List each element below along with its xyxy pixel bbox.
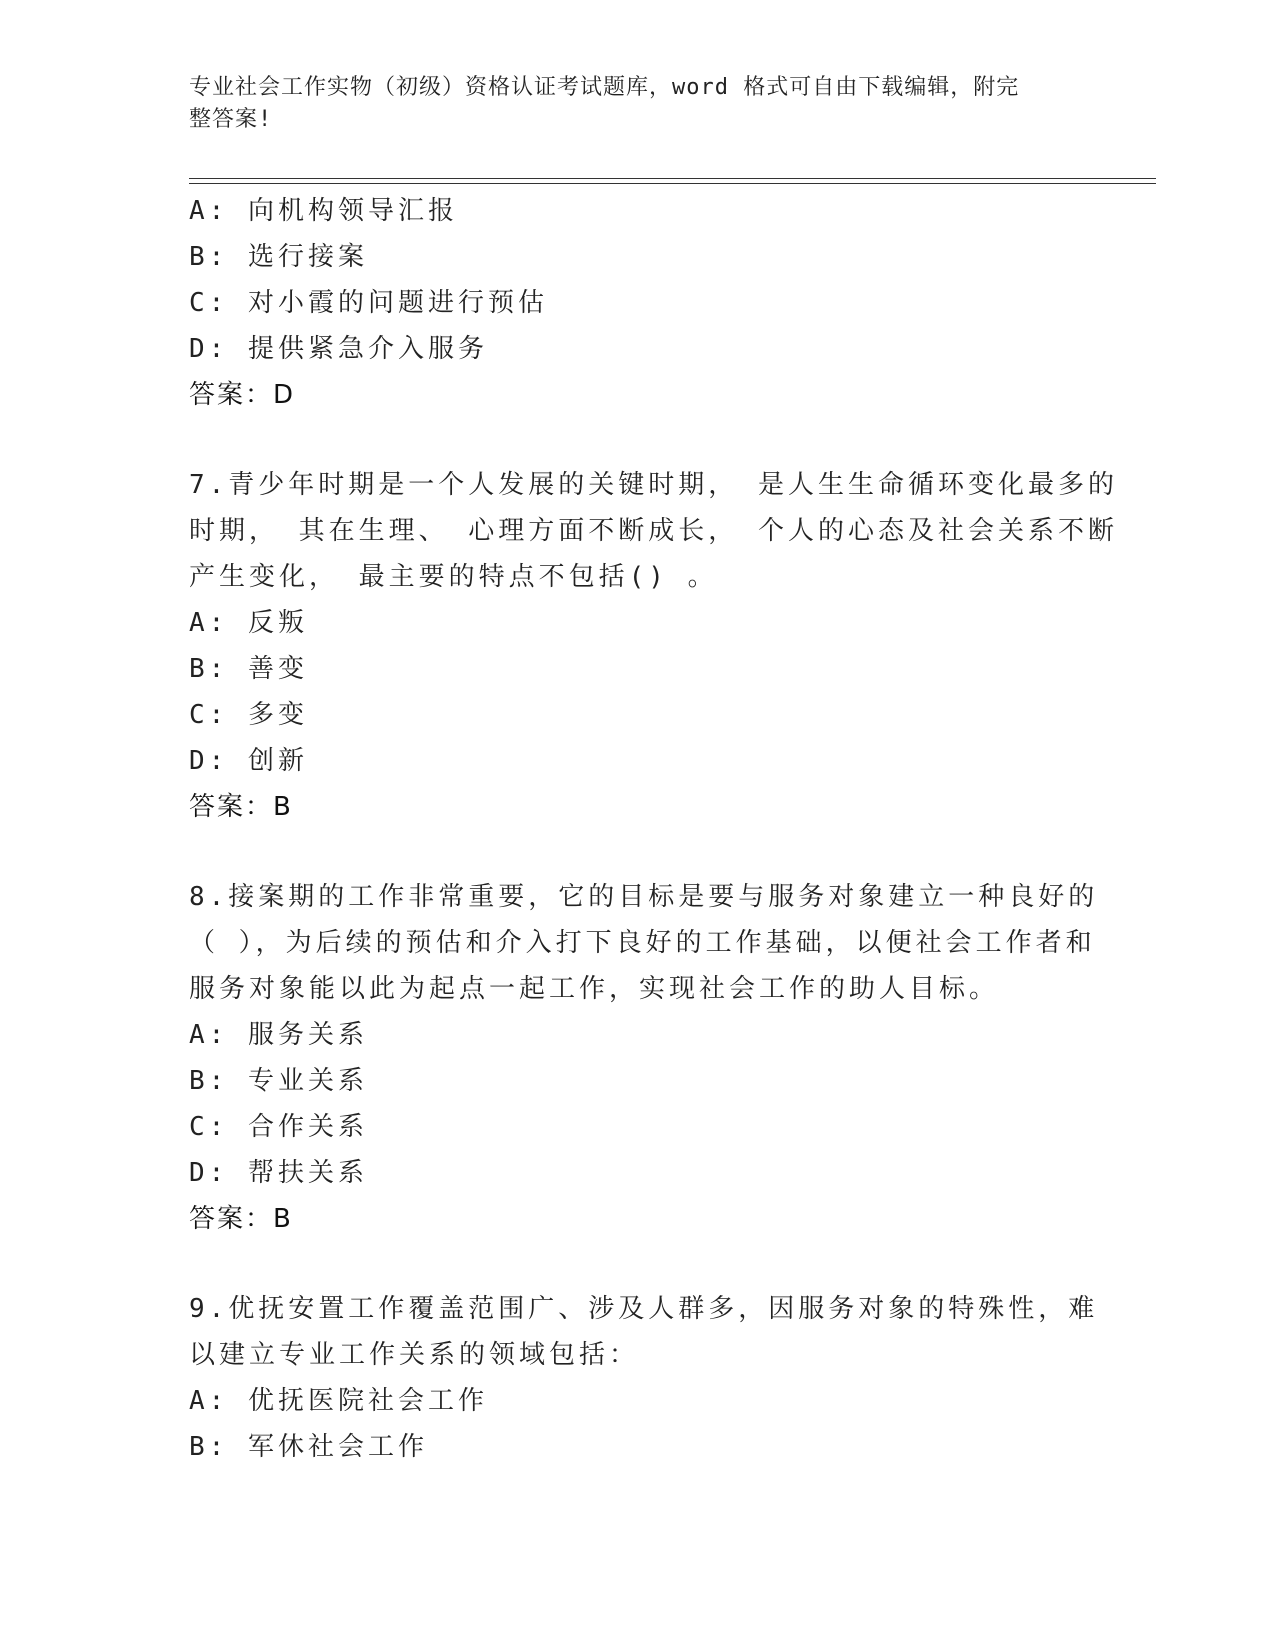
option-a: A: 向机构领导汇报 <box>189 196 458 226</box>
option-d: D: 帮扶关系 <box>189 1158 368 1188</box>
question-text-line: 产生变化， 最主要的特点不包括() 。 <box>189 562 718 592</box>
document-header <box>189 72 1069 136</box>
header-rule-top <box>189 178 1156 179</box>
question-text-line: 服务对象能以此为起点一起工作，实现社会工作的助人目标。 <box>189 974 1000 1004</box>
question-text-line: 7.青少年时期是一个人发展的关键时期， 是人生生命循环变化最多的 <box>189 470 1118 500</box>
question-text-line: 时期， 其在生理、 心理方面不断成长， 个人的心态及社会关系不断 <box>189 516 1118 546</box>
header-line-1: 专业社会工作实物（初级）资格认证考试题库，word 格式可自由下载编辑，附完 <box>189 75 1020 100</box>
header-line-2: 整答案! <box>189 107 273 132</box>
option-b: B: 善变 <box>189 654 308 684</box>
question-text-line: 9.优抚安置工作覆盖范围广、涉及人群多，因服务对象的特殊性，难 <box>189 1294 1099 1324</box>
header-rule-bottom <box>189 183 1156 184</box>
option-b: B: 专业关系 <box>189 1066 368 1096</box>
option-d: D: 创新 <box>189 746 308 776</box>
question-text-line: 8.接案期的工作非常重要，它的目标是要与服务对象建立一种良好的 <box>189 882 1099 912</box>
answer-value: B <box>273 1204 293 1234</box>
option-c: C: 对小霞的问题进行预估 <box>189 288 548 318</box>
answer-value: D <box>273 380 296 410</box>
option-a: A: 优抚医院社会工作 <box>189 1386 488 1416</box>
answer-line: 答案：B <box>189 1204 293 1234</box>
option-c: C: 多变 <box>189 700 308 730</box>
answer-line: 答案：B <box>189 792 293 822</box>
question-8 <box>189 874 1099 1242</box>
question-7 <box>189 462 1118 830</box>
answer-value: B <box>273 792 293 822</box>
option-d: D: 提供紧急介入服务 <box>189 334 488 364</box>
answer-line: 答案：D <box>189 380 296 410</box>
option-b: B: 军休社会工作 <box>189 1432 428 1462</box>
question-6 <box>189 188 1089 418</box>
question-9 <box>189 1286 1099 1470</box>
option-a: A: 反叛 <box>189 608 308 638</box>
option-c: C: 合作关系 <box>189 1112 368 1142</box>
question-text-line: （ ），为后续的预估和介入打下良好的工作基础，以便社会工作者和 <box>189 928 1096 958</box>
option-a: A: 服务关系 <box>189 1020 368 1050</box>
option-b: B: 选行接案 <box>189 242 368 272</box>
question-text-line: 以建立专业工作关系的领域包括： <box>189 1340 640 1370</box>
question-content <box>189 188 1118 1470</box>
